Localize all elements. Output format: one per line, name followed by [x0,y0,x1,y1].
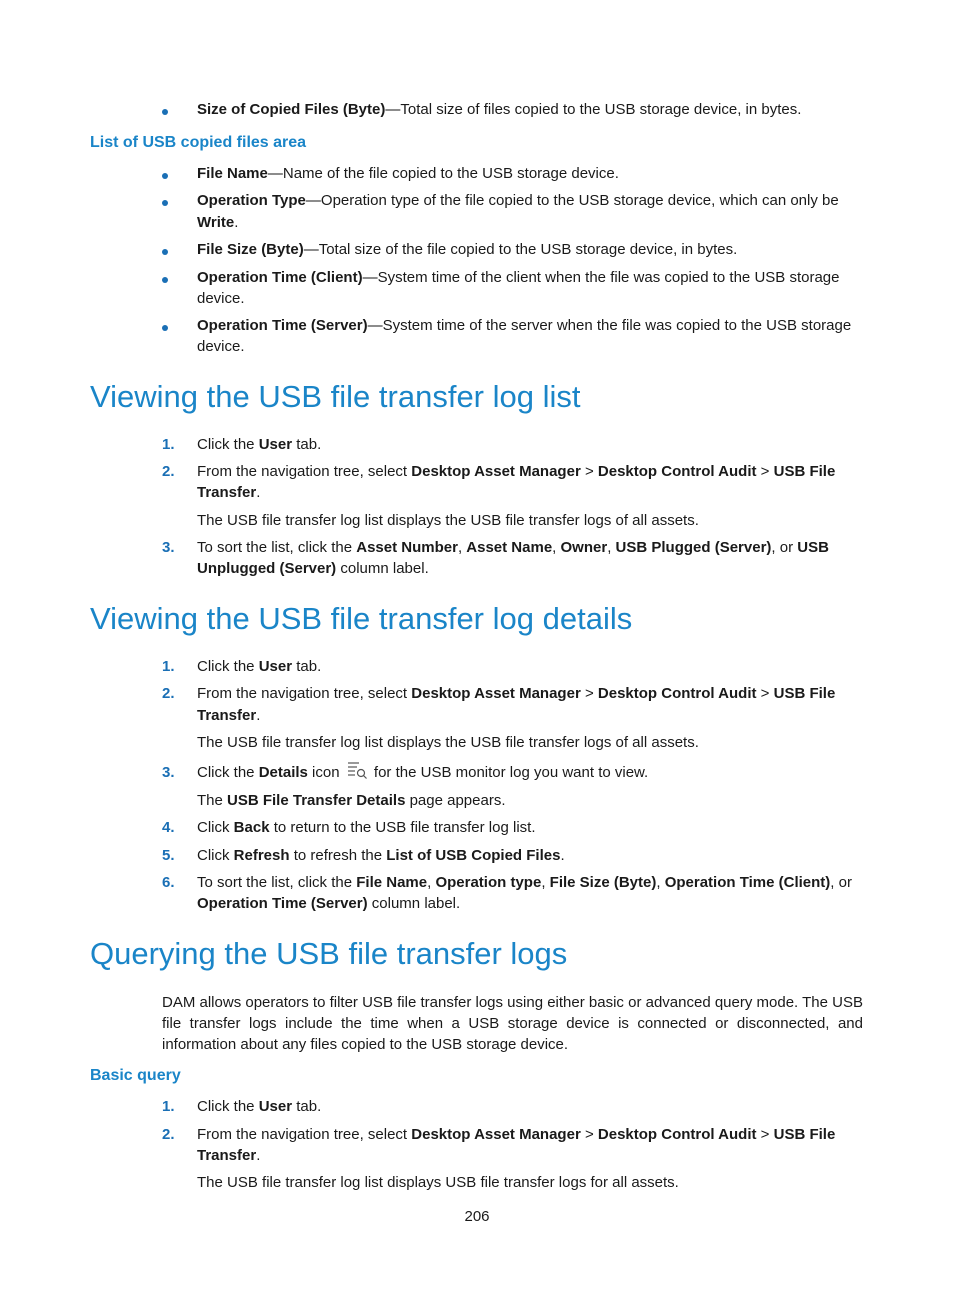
step-text: Click the User tab. [197,436,322,453]
bullet-continuation: device. [197,338,245,355]
bullet-term: File Name [197,165,268,182]
step-number: 2. [162,463,175,480]
bullet-desc: —Total size of files copied to the USB storage device, in bytes. [385,101,802,118]
step-text: Click the User tab. [197,1098,322,1115]
step-text-continuation: Transfer. [197,707,261,724]
bullet-dot [162,173,168,179]
section-heading: Viewing the USB file transfer log list [90,379,581,414]
bullet-term: Operation Time (Client) [197,269,363,286]
step-number: 1. [162,436,175,453]
details-list-icon [346,760,368,780]
section-heading: Querying the USB file transfer logs [90,936,568,971]
step-text: Click Refresh to refresh the List of USB Copied Files. [197,847,565,864]
bullet-dot [162,277,168,283]
bullet-desc: —Operation type of the file copied to the USB storage device, which can only be [305,192,839,209]
step-number: 1. [162,1098,175,1115]
bullet-desc: —System time of the server when the file was copied to the USB storage [367,317,852,334]
step-number: 5. [162,847,175,864]
bullet-item [197,317,851,335]
step-number: 3. [162,764,175,781]
bullet-desc: —Name of the file copied to the USB storage device. [267,165,619,182]
step-number: 2. [162,685,175,702]
step-note: The USB file transfer log list displays the USB file transfer logs of all assets. [197,734,699,751]
step-note: The USB file transfer log list displays the USB file transfer logs of all assets. [197,512,699,529]
bullet-term: Operation Time (Server) [197,317,368,334]
step-number: 1. [162,658,175,675]
step-text: To sort the list, click the File Name, Operation type, File Size (Byte), Operation Time (Client), or [197,874,852,891]
bullet-desc: —System time of the client when the file was copied to the USB storage [362,269,840,286]
step-text-continuation: Transfer. [197,484,261,501]
subsection-heading: Basic query [90,1067,181,1084]
section-heading: Viewing the USB file transfer log details [90,601,633,636]
step-text-continuation: Operation Time (Server) column label. [197,895,461,912]
subsection-heading: List of USB copied files area [90,134,307,151]
ui-term: User [258,436,293,453]
bullet-dot [162,249,168,255]
bullet-item [197,101,801,119]
step-number: 6. [162,874,175,891]
step-text: Click the Details icon for the USB monitor log you want to view. [197,760,648,785]
step-text-continuation: Transfer. [197,1147,261,1164]
step-text: From the navigation tree, select Desktop Asset Manager > Desktop Control Audit > USB File [197,463,836,480]
step-text: From the navigation tree, select Desktop Asset Manager > Desktop Control Audit > USB File [197,1126,836,1143]
step-number: 4. [162,819,175,836]
bullet-dot [162,200,168,206]
bullet-continuation: device. [197,290,245,307]
bullet-continuation [197,214,238,232]
step-text-continuation: Unplugged (Server) column label. [197,560,429,577]
intro-paragraph: DAM allows operators to filter USB file transfer logs using either basic or advanced query mode. The USB file transfer logs include the time when a USB storage device is connected or disconnected, and information about any files copied to the USB storage device. [162,994,863,1053]
bullet-term: Operation Type [197,192,306,209]
step-number: 3. [162,539,175,556]
step-text: From the navigation tree, select Desktop Asset Manager > Desktop Control Audit > USB File [197,685,836,702]
step-note: The USB File Transfer Details page appears. [197,792,506,809]
bullet-dot [162,325,168,331]
step-text: To sort the list, click the Asset Number, Asset Name, Owner, USB Plugged (Server), or USB [197,539,829,556]
bullet-term: Write [197,214,235,231]
bullet-desc: . [234,214,239,231]
bullet-item [197,165,619,183]
bullet-term: Size of Copied Files (Byte) [197,101,386,118]
bullet-term: File Size (Byte) [197,241,304,258]
step-text: Click Back to return to the USB file transfer log list. [197,819,536,836]
step-number: 2. [162,1126,175,1143]
bullet-item [197,269,839,287]
page-number: 206 [464,1208,490,1225]
bullet-desc: —Total size of the file copied to the USB storage device, in bytes. [303,241,738,258]
step-note: The USB file transfer log list displays USB file transfer logs for all assets. [197,1174,679,1191]
step-text: Click the User tab. [197,658,322,675]
bullet-dot [162,109,168,115]
bullet-item [197,241,737,259]
bullet-item [197,192,839,210]
